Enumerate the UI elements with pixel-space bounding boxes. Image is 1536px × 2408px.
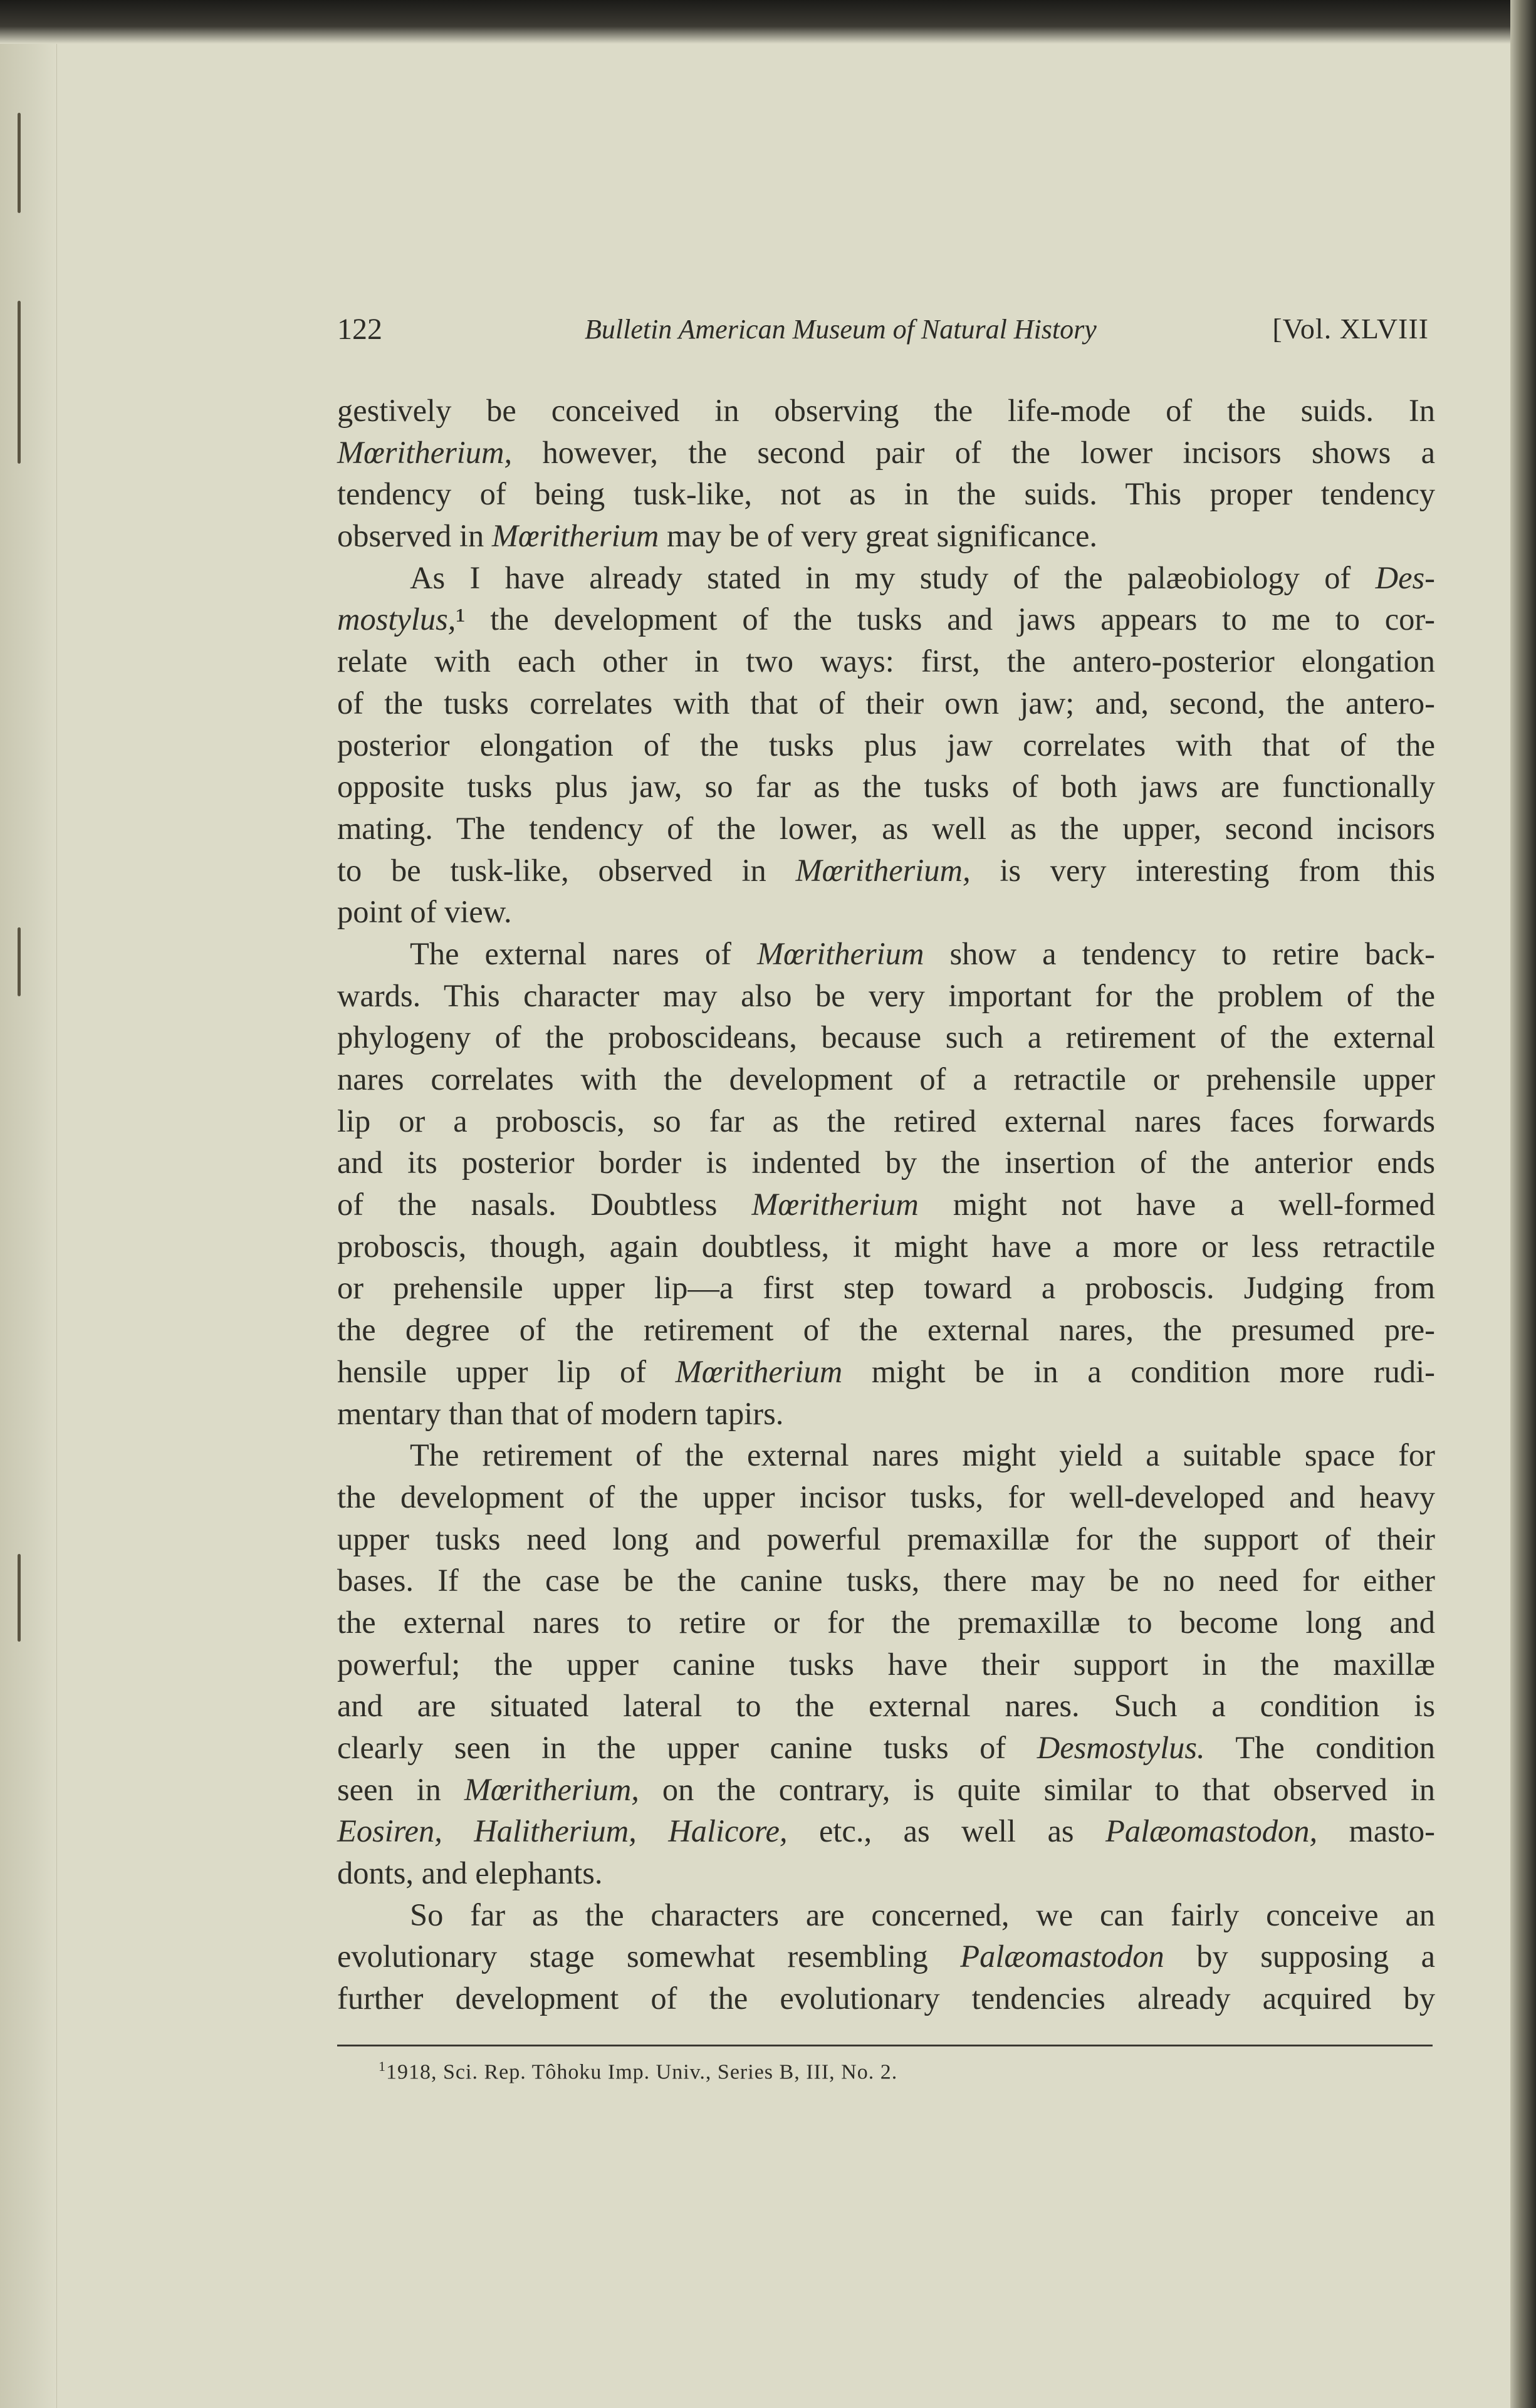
text-line [337,1810,1435,1852]
text-line: bases. If the case be the canine tusks, there may be no need for either [337,1563,1435,1598]
text-segment: of the nasals. Doubtless [337,1187,752,1222]
text-segment: to be tusk-like, observed in [337,852,796,888]
text-line: So far as the characters are concerned, we can fairly conceive an [410,1897,1435,1932]
text-line: and its posterior border is indented by the insertion of the anterior ends [337,1145,1435,1181]
text-segment: might be in a condition more rudi- [842,1353,1435,1389]
footnote-text: 1918, Sci. Rep. Tôhoku Imp. Univ., Series B, III, No. 2. [386,2060,898,2084]
text-line: of the tusks correlates with that of their own jaw; and, second, the antero- [337,685,1435,721]
text-segment: The external nares of [410,936,757,971]
text-segment: however, the second pair of the lower incisors shows a [512,434,1435,470]
text-line: the external nares to retire or for the premaxillæ to become long and [337,1604,1435,1640]
italic-segment: Mœritherium [751,1187,919,1222]
text-line: phylogeny of the proboscideans, because such a retirement of the external [337,1019,1435,1055]
body-text [337,390,1435,2020]
italic-segment: Mœritherium, [795,852,971,888]
text-line [337,1351,1435,1393]
text-line: gestively be conceived in observing the life-mode of the suids. In [337,393,1435,428]
italic-segment: Palæomastodon, [1105,1813,1318,1849]
text-line: The retirement of the external nares might yield a suitable space for [410,1437,1435,1473]
text-line: proboscis, though, again doubtless, it might have a more or less retractile [337,1228,1435,1264]
italic-segment: Mœritherium [675,1353,843,1389]
text-line: and are situated lateral to the external nares. Such a condition is [337,1688,1435,1724]
text-line [337,557,1435,599]
page-tear-mark [18,927,21,996]
text-line: point of view. [337,894,512,930]
text-line: or prehensile upper lip—a first step toward a proboscis. Judging from [337,1270,1435,1306]
running-header [337,312,1429,356]
footnote-rule [337,2045,1433,2046]
text-segment: masto- [1317,1813,1435,1849]
italic-segment: Desmostylus. [1037,1730,1205,1765]
text-line: nares correlates with the development of a retractile or prehensile upper [337,1061,1435,1097]
italic-segment: Mœritherium, [337,434,513,470]
running-title: Bulletin American Museum of Natural History [585,314,1097,345]
text-line: further development of the evolutionary tendencies already acquired by [337,1981,1435,2016]
text-line [337,515,1435,557]
text-line [337,1936,1435,1978]
italic-segment: Eosiren, Halitherium, Halicore, [337,1813,788,1849]
text-segment: observed in [337,518,492,554]
text-line [337,432,1435,474]
text-segment: The condition [1204,1730,1435,1765]
text-line [337,1769,1435,1811]
text-segment: may be of very great significance. [659,518,1098,554]
text-segment: by supposing a [1164,1939,1436,1974]
text-segment: seen in [337,1771,464,1807]
footnote-marker: 1 [379,2058,386,2074]
italic-segment: Palæomastodon [960,1939,1164,1974]
text-line: the degree of the retirement of the external nares, the presumed pre- [337,1312,1435,1348]
page-gutter [0,0,57,2408]
text-line [337,1727,1435,1769]
text-line [337,850,1435,892]
text-line: mentary than that of modern tapirs. [337,1395,784,1431]
volume-label: [Vol. XLVIII [1272,313,1429,345]
italic-segment: Mœritherium [491,518,659,554]
text-segment: etc., as well as [787,1813,1105,1849]
italic-segment: Des- [1375,560,1435,595]
page-number: 122 [337,313,382,346]
text-segment: on the contrary, is quite similar to that observed in [639,1771,1435,1807]
text-line: wards. This character may also be very important for the problem of the [337,977,1435,1013]
footnote [379,2058,897,2084]
text-line [337,933,1435,975]
text-line [337,1184,1435,1226]
text-line: relate with each other in two ways: first, the antero-posterior elongation [337,644,1435,679]
italic-segment: Mœritherium [756,936,924,971]
text-line: the development of the upper incisor tusks, for well-developed and heavy [337,1479,1435,1514]
page-tear-mark [18,301,21,464]
page-top-shadow [0,0,1536,44]
text-line: opposite tusks plus jaw, so far as the tusks of both jaws are functionally [337,769,1435,805]
text-line: donts, and elephants. [337,1855,603,1891]
page-tear-mark [18,113,21,213]
text-line: upper tusks need long and powerful premaxillæ for the support of their [337,1521,1435,1556]
text-segment: evolutionary stage somewhat resembling [337,1939,961,1974]
italic-segment: mostylus, [337,602,456,637]
page-tear-mark [18,1554,21,1642]
text-segment: hensile upper lip of [337,1353,676,1389]
text-segment: As I have already stated in my study of the palæobiology of [410,560,1376,595]
text-line: lip or a proboscis, so far as the retired external nares faces forwards [337,1103,1435,1139]
text-segment: is very interesting from this [970,852,1435,888]
italic-segment: Mœritherium, [464,1771,639,1807]
text-segment: clearly seen in the upper canine tusks of [337,1730,1037,1765]
text-line: mating. The tendency of the lower, as well as the upper, second incisors [337,810,1435,846]
text-line: posterior elongation of the tusks plus jaw correlates with that of the [337,727,1435,763]
text-line: tendency of being tusk-like, not as in the suids. This proper tendency [337,476,1435,512]
text-segment: ¹ the development of the tusks and jaws appears to me to cor- [456,602,1435,637]
text-segment: show a tendency to retire back- [924,936,1435,971]
text-segment: might not have a well-formed [918,1187,1435,1222]
text-line [337,598,1435,640]
text-line: powerful; the upper canine tusks have their support in the maxillæ [337,1646,1435,1682]
page-right-shadow [1510,0,1536,2408]
